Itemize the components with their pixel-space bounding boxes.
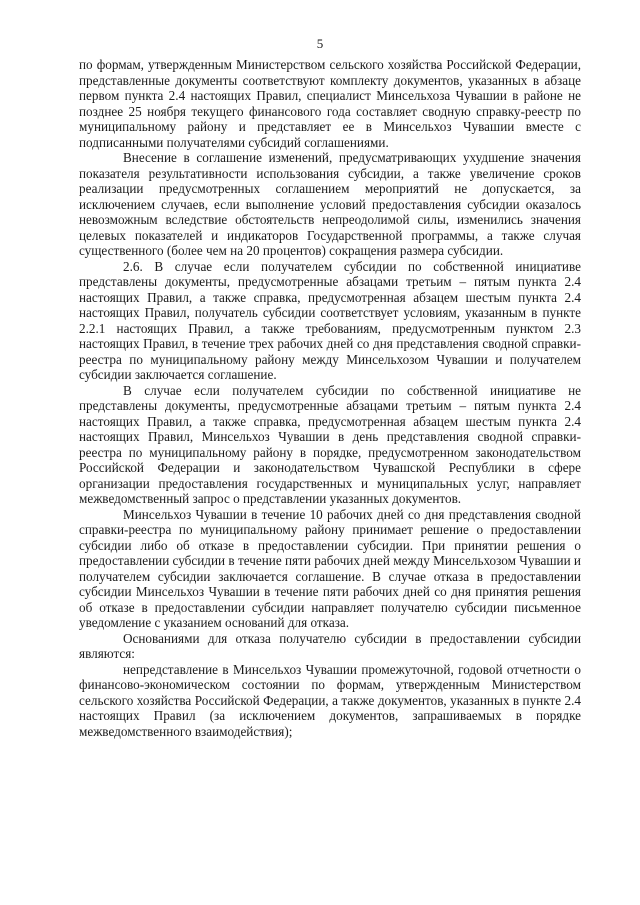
paragraph-5: Минсельхоз Чувашии в течение 10 рабочих дней со дня представления сводной справки-реестра по муниципальному району принимает решение о предоставлении субсидии либо об отказе в предоставлении субсидии. При принятии решения о предоставлении субсидии в течение пяти рабочих дней между Минсельхозом Чувашии и получателем субсидии заключается соглашение. В случае отказа в предоставлении субсидии Минсельхоз Чувашии в течение пяти рабочих дней со дня принятия решения об отказе в предоставлении субсидии направляет получателю субсидии письменное уведомление с указанием оснований для отказа.	[79, 506, 581, 630]
paragraph-4: В случае если получателем субсидии по собственной инициативе не представлены документы, предусмотренные абзацами третьим – пятым пункта 2.4 настоящих Правил, а также справка, предусмотренная абзацем шестым пункта 2.4 настоящих Правил, Минсельхоз Чувашии в день представления сводной справки-реестра по муниципальному району в порядке, предусмотренном законодательством Российской Федерации и законодательством Чувашской Республики в сфере организации предоставления государственных и муниципальных услуг, направляет межведомственный запрос о представлении указанных документов.	[79, 382, 581, 506]
paragraph-2: Внесение в соглашение изменений, предусматривающих ухудшение значения показателя результативности использования субсидии, а также увеличение сроков реализации предусмотренных соглашением мероприятий не допускается, за исключением случаев, если выполнение условий предоставления субсидии оказалось невозможным вследствие обстоятельств непреодолимой силы, изменились значения целевых показателей и индикаторов Государственной программы, а также случая существенного (более чем на 20 процентов) сокращения размера субсидии.	[79, 150, 581, 258]
document-body	[79, 57, 581, 739]
paragraph-6: Основаниями для отказа получателю субсидии в предоставлении субсидии являются:	[79, 630, 581, 661]
paragraph-7: непредставление в Минсельхоз Чувашии промежуточной, годовой отчетности о финансово-экономическом состоянии по формам, утвержденным Министерством сельского хозяйства Российской Федерации, а также документов, указанных в пункте 2.4 настоящих Правил (за исключением документов, запрашиваемых в порядке межведомственного взаимодействия);	[79, 661, 581, 739]
paragraph-3: 2.6. В случае если получателем субсидии по собственной инициативе представлены документы, предусмотренные абзацами третьим – пятым пункта 2.4 настоящих Правил, а также справка, предусмотренная абзацем шестым пункта 2.4 настоящих Правил, получатель субсидии соответствует условиям, указанным в пункте 2.2.1 настоящих Правил, а также требованиям, предусмотренным пунктом 2.3 настоящих Правил, в течение трех рабочих дней со дня представления сводной справки-реестра по муниципальному району между Минсельхозом Чувашии и получателем субсидии заключается соглашение.	[79, 258, 581, 382]
paragraph-1: по формам, утвержденным Министерством сельского хозяйства Российской Федерации, представленные документы соответствуют комплекту документов, указанных в абзаце первом пункта 2.4 настоящих Правил, специалист Минсельхоза Чувашии в районе не позднее 25 ноября текущего финансового года составляет сводную справку-реестр по муниципальному району и представляет ее в Минсельхоз Чувашии вместе с подписанными получателями субсидий соглашениями.	[79, 57, 581, 150]
page-number: 5	[316, 36, 324, 51]
